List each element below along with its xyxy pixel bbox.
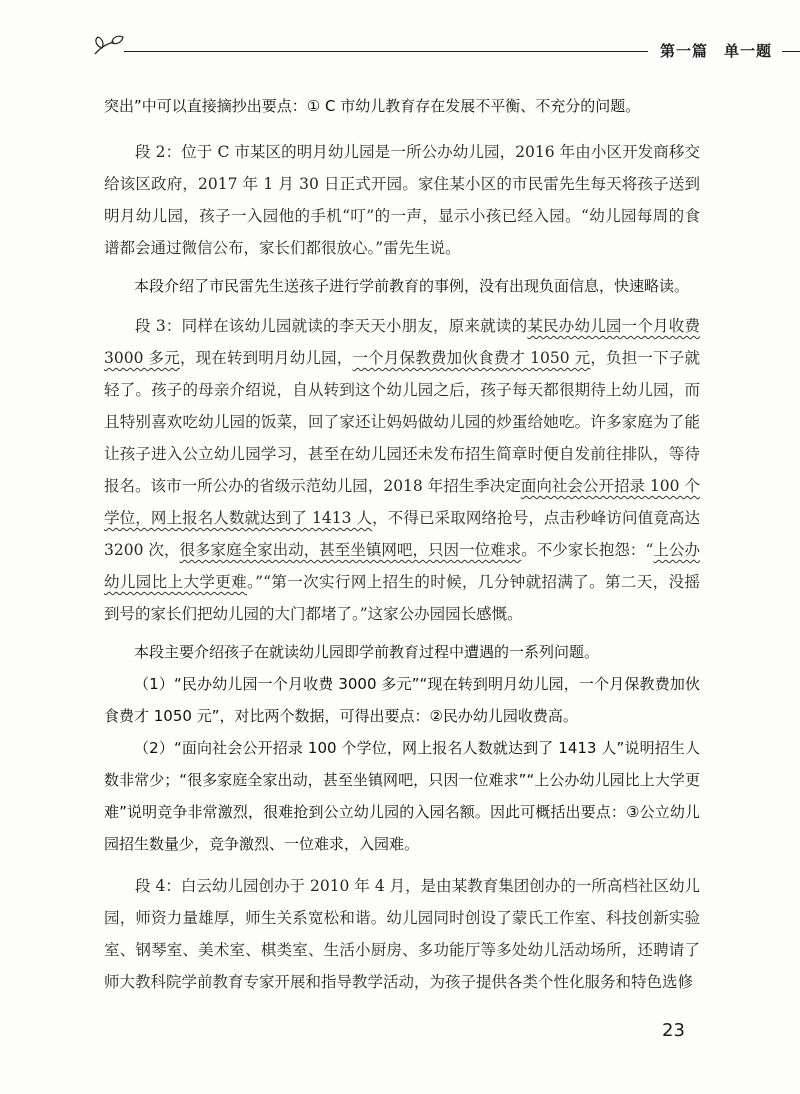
header-rule-left: [124, 51, 648, 52]
underlined-phrase: 一个月保教费加伙食费才 1050 元: [352, 349, 591, 367]
text-run: ，不得已采取网络抢号，点击秒峰访问值竟高达 3200 次，: [104, 509, 700, 559]
text-run: 。不少家长抱怨：“: [521, 541, 654, 559]
section-title: 第一篇 单一题: [660, 42, 773, 60]
paragraph-segment-4: 段 4：白云幼儿园创办于 2010 年 4 月，是由某教育集团创办的一所高档社区幼儿园，师资力量雄厚，师生关系宽松和谐。幼儿园同时创设了蒙氏工作室、科技创新实验室、钢琴室、美术室、棋类室、生活小厨房、多功能厅等多处幼儿活动场所，还聘请了师大教科院学前教育专家开展和指导教学活动，为孩子提供各类个性化服务和特色选修: [104, 877, 700, 991]
analysis-segment-3: 本段主要介绍孩子在就读幼儿园即学前教育过程中遭遇的一系列问题。: [134, 643, 600, 661]
text-run: 段 3：同样在该幼儿园就读的李天天小朋友，原来就读的: [135, 317, 528, 335]
page-body: [104, 90, 700, 998]
page-header: [92, 34, 782, 64]
underlined-phrase: 面向社会公开招录 100 个学位，网上报名人数就达到了 1413 人: [104, 477, 700, 527]
leaf-ornament-icon: [92, 34, 126, 58]
header-rule-right: [782, 51, 800, 52]
text-run: ，负担一下子就轻了。孩子的母亲介绍说，自从转到这个幼儿园之后，孩子每天都很期待上幼儿园，而且特别喜欢吃幼儿园的饭菜，回了家还让妈妈做幼儿园的炒蛋给她吃。许多家庭为了能让孩子进入公立幼儿园学习，甚至在幼儿园还未发布招生简章时便自发前往排队，等待报名。该市一所公办的省级示范幼儿园，2018 年招生季决定: [104, 349, 700, 495]
underlined-phrase: 很多家庭全家出动，甚至坐镇网吧，只因一位难求: [179, 541, 522, 559]
analysis-segment-2: 本段介绍了市民雷先生送孩子进行学前教育的事例，没有出现负面信息，快速略读。: [134, 277, 690, 295]
analysis-point-2: （2）“面向社会公开招录 100 个学位，网上报名人数就达到了 1413 人”说明招生人数非常少；“很多家庭全家出动，甚至坐镇网吧，只因一位难求”“上公办幼儿园比上大学更难”说明竞争非常激烈，很难抢到公立幼儿园的入园名额。因此可概括出要点：③公立幼儿园招生数量少，竞争激烈、一位难求，入园难。: [104, 739, 700, 853]
paragraph-segment-2: 段 2：位于 C 市某区的明月幼儿园是一所公办幼儿园，2016 年由小区开发商移交给该区政府，2017 年 1 月 30 日正式开园。家住某小区的市民雷先生每天将孩子送到明月幼儿园，孩子一入园他的手机“叮”的一声，显示小孩已经入园。“幼儿园每周的食谱都会通过微信公布，家长们都很放心。”雷先生说。: [104, 143, 700, 257]
paragraph-segment-3: [104, 310, 700, 630]
underlined-phrase: 某民办幼儿园一个月收费 3000 多元: [104, 317, 700, 367]
page-number: 23: [662, 1020, 685, 1041]
underlined-phrase: 上公办幼儿园比上大学更难: [104, 541, 700, 591]
analysis-point-1: （1）“民办幼儿园一个月收费 3000 多元”“现在转到明月幼儿园，一个月保教费加伙食费才 1050 元”，对比两个数据，可得出要点：②民办幼儿园收费高。: [104, 675, 700, 725]
text-run: ，现在转到明月幼儿园，: [179, 349, 353, 367]
text-run: 。”“第一次实行网上招生的时候，几分钟就招满了。第二天，没摇到号的家长们把幼儿园的大门都堵了。”这家公办园园长感慨。: [104, 573, 700, 623]
paragraph-p0: 突出”中可以直接摘抄出要点：① C 市幼儿教育存在发展不平衡、不充分的问题。: [104, 97, 641, 115]
